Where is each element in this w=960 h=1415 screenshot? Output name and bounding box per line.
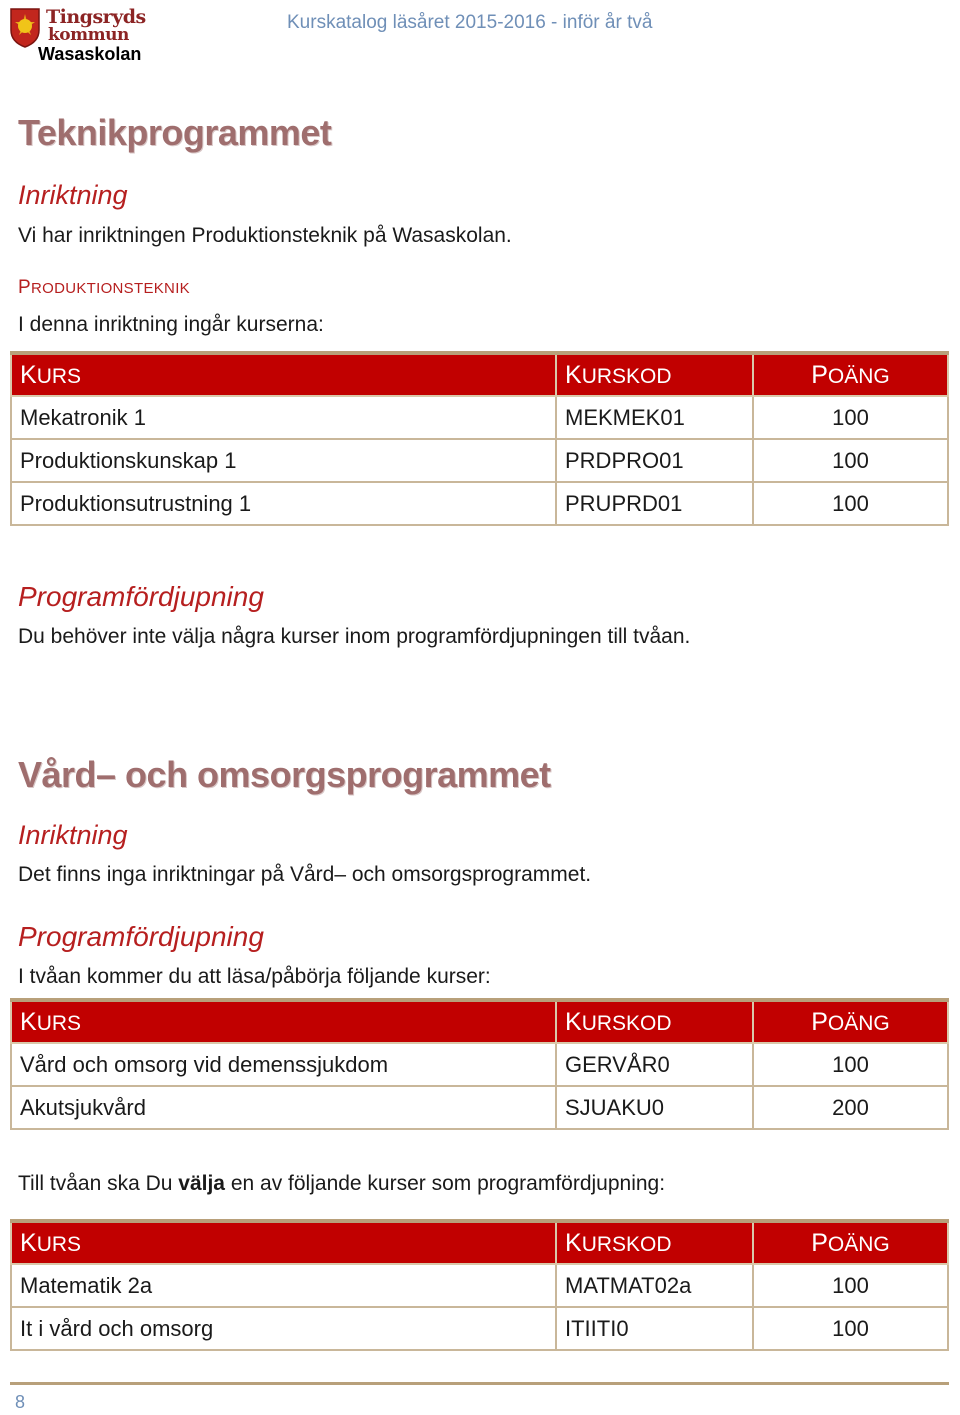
logo-text-school: Wasaskolan bbox=[38, 44, 142, 64]
logo-text-municipality: Tingsryds bbox=[46, 6, 146, 28]
table-row bbox=[11, 396, 948, 439]
table-row bbox=[11, 439, 948, 482]
coat-of-arms-icon bbox=[10, 8, 40, 48]
produktionsteknik-subheading: PRODUKTIONSTEKNIK bbox=[18, 277, 190, 298]
course-name: Matematik 2a bbox=[11, 1264, 556, 1307]
header-kurskod: KURSKOD bbox=[556, 353, 753, 396]
course-name: Akutsjukvård bbox=[11, 1086, 556, 1129]
course-name: Mekatronik 1 bbox=[11, 396, 556, 439]
emphasis-valja: välja bbox=[178, 1172, 225, 1195]
table-row bbox=[11, 1043, 948, 1086]
courses-intro: I denna inriktning ingår kurserna: bbox=[18, 313, 324, 336]
course-points: 200 bbox=[753, 1086, 948, 1129]
table-row bbox=[11, 1307, 948, 1350]
header-kurs: KURS bbox=[11, 1221, 556, 1264]
choose-course-text: Till tvåan ska Du välja en av följande kurser som programfördjupning: bbox=[18, 1172, 666, 1195]
programfordjupning-intro: I tvåan kommer du att läsa/påbörja följande kurser: bbox=[18, 965, 491, 988]
table-header-row bbox=[11, 353, 948, 396]
course-name: Produktionsutrustning 1 bbox=[11, 482, 556, 525]
program-title-vard: Vård– och omsorgsprogrammet bbox=[18, 754, 551, 795]
course-points: 100 bbox=[753, 1307, 948, 1350]
footer-divider bbox=[10, 1382, 949, 1385]
header-kurskod: KURSKOD bbox=[556, 1000, 753, 1043]
programfordjupning-heading: Programfördjupning bbox=[18, 581, 264, 612]
course-points: 100 bbox=[753, 396, 948, 439]
course-name: Produktionskunskap 1 bbox=[11, 439, 556, 482]
table-row bbox=[11, 482, 948, 525]
school-logo bbox=[8, 6, 148, 64]
catalog-title: Kurskatalog läsåret 2015-2016 - inför år två bbox=[287, 12, 653, 33]
course-code: GERVÅR0 bbox=[556, 1043, 753, 1086]
course-code: SJUAKU0 bbox=[556, 1086, 753, 1129]
course-points: 100 bbox=[753, 482, 948, 525]
table-row bbox=[11, 1086, 948, 1129]
course-code: MEKMEK01 bbox=[556, 396, 753, 439]
header-poang: POÄNG bbox=[753, 1000, 948, 1043]
course-code: ITIITI0 bbox=[556, 1307, 753, 1350]
vard-course-table bbox=[10, 998, 949, 1130]
programfordjupning-heading: Programfördjupning bbox=[18, 921, 264, 952]
header-kurs: KURS bbox=[11, 353, 556, 396]
inriktning-text: Vi har inriktningen Produktionsteknik på Wasaskolan. bbox=[18, 224, 512, 247]
teknik-course-table bbox=[10, 351, 949, 526]
table-row bbox=[11, 1264, 948, 1307]
course-code: PRDPRO01 bbox=[556, 439, 753, 482]
inriktning-heading: Inriktning bbox=[18, 820, 128, 850]
vard-elective-table bbox=[10, 1219, 949, 1351]
logo-text-kommun: kommun bbox=[48, 25, 129, 45]
course-points: 100 bbox=[753, 1043, 948, 1086]
course-name: Vård och omsorg vid demenssjukdom bbox=[11, 1043, 556, 1086]
table-header-row bbox=[11, 1221, 948, 1264]
course-points: 100 bbox=[753, 439, 948, 482]
course-code: PRUPRD01 bbox=[556, 482, 753, 525]
program-title-teknik: Teknikprogrammet bbox=[18, 112, 332, 153]
header-kurskod: KURSKOD bbox=[556, 1221, 753, 1264]
page-number: 8 bbox=[15, 1392, 26, 1412]
header-poang: POÄNG bbox=[753, 353, 948, 396]
inriktning-text: Det finns inga inriktningar på Vård– och omsorgsprogrammet. bbox=[18, 863, 592, 886]
header-kurs: KURS bbox=[11, 1000, 556, 1043]
programfordjupning-text: Du behöver inte välja några kurser inom programfördjupningen till tvåan. bbox=[18, 625, 691, 648]
inriktning-heading: Inriktning bbox=[18, 180, 128, 210]
table-header-row bbox=[11, 1000, 948, 1043]
course-name: It i vård och omsorg bbox=[11, 1307, 556, 1350]
course-code: MATMAT02a bbox=[556, 1264, 753, 1307]
header-poang: POÄNG bbox=[753, 1221, 948, 1264]
course-points: 100 bbox=[753, 1264, 948, 1307]
